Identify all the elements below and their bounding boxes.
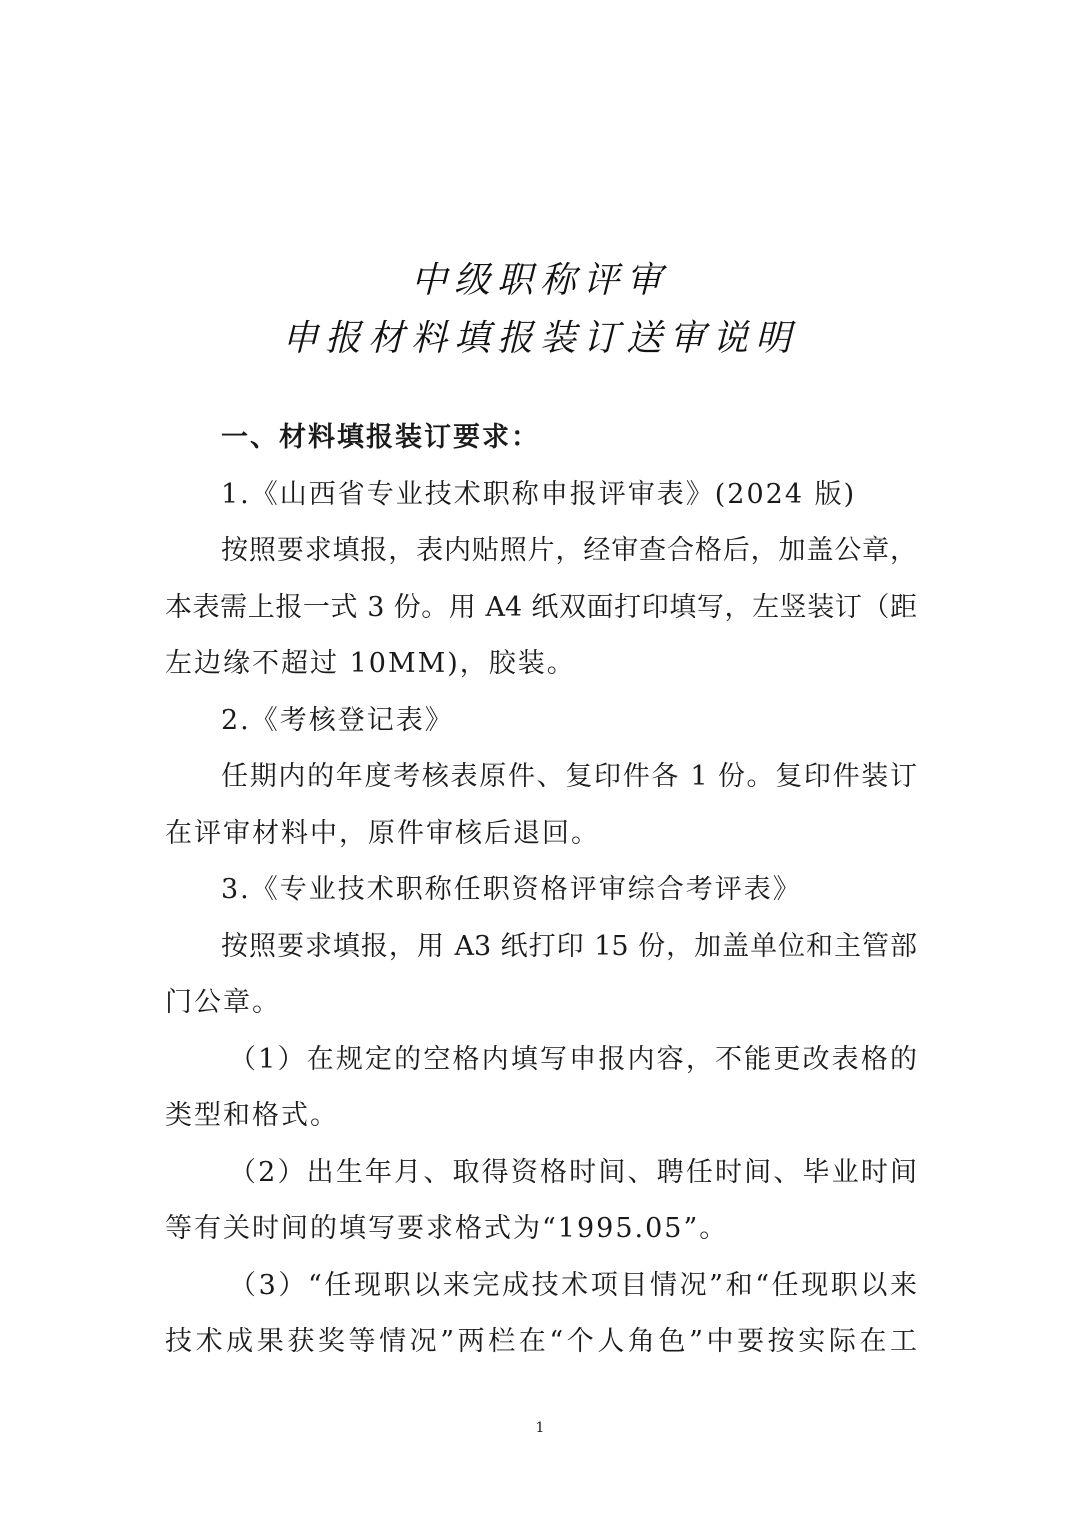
item3-sub2-line2: 等有关时间的填写要求格式为“1995.05”。	[165, 1213, 729, 1244]
item3-sub3-line2: 技术成果获奖等情况”两栏在“个人角色”中要按实际在工	[165, 1326, 917, 1357]
document-title-line1: 中级职称评审	[410, 260, 669, 301]
item3-sub1-line1: （1）在规定的空格内填写申报内容，不能更改表格的	[229, 1043, 917, 1075]
page-number: 1	[535, 1420, 545, 1436]
item3-title: 3.《专业技术职称任职资格评审综合考评表》	[221, 874, 802, 905]
item3-sub2-line1: （2）出生年月、取得资格时间、聘任时间、毕业时间	[229, 1156, 917, 1188]
item1-line3: 左边缘不超过 10MM)，胶装。	[165, 648, 576, 679]
item3-line1: 按照要求填报，用 A3 纸打印 15 份，加盖单位和主管部	[221, 930, 917, 962]
item2-line1: 任期内的年度考核表原件、复印件各 1 份。复印件装订	[221, 761, 917, 792]
item2-line2: 在评审材料中，原件审核后退回。	[165, 817, 600, 849]
item1-title: 1.《山西省专业技术职称申报评审表》(2024 版)	[221, 478, 857, 510]
section-heading: 一、材料填报装订要求：	[221, 422, 540, 453]
item3-sub3-line1: （3）“任现职以来完成技术项目情况”和“任现职以来	[229, 1269, 917, 1301]
item3-line2: 门公章。	[165, 987, 281, 1018]
document-title-line2: 申报材料填报装订送审说明	[281, 318, 798, 359]
item1-line1: 按照要求填报，表内贴照片，经审查合格后，加盖公章，	[221, 535, 917, 566]
document-body	[165, 410, 917, 1371]
item2-title: 2.《考核登记表》	[221, 704, 454, 736]
item3-sub1-line2: 类型和格式。	[165, 1100, 339, 1131]
item1-line2: 本表需上报一式 3 份。用 A4 纸双面打印填写，左竖装订（距	[165, 591, 917, 623]
